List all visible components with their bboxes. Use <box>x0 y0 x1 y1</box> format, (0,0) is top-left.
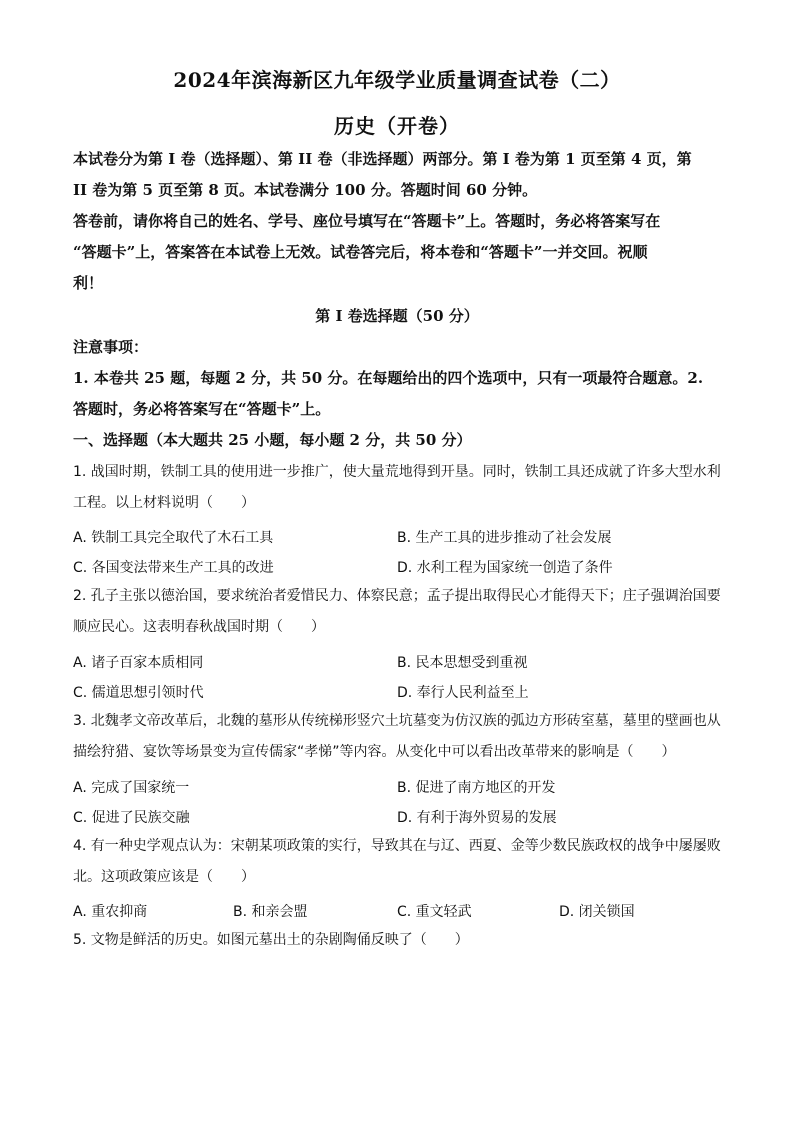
question-4-option-a[interactable]: A. 重农抑商 <box>73 904 148 920</box>
question-1-stem: 1. 战国时期，铁制工具的使用进一步推广，使大量荒地得到开垦。同时，铁制工具还成就了许多大型水利 <box>73 464 721 480</box>
exam-title: 2024年滨海新区九年级学业质量调查试卷（二） <box>173 68 621 92</box>
question-4-stem: 北。这项政策应该是（ ） <box>73 869 255 885</box>
intro-line: II 卷为第 5 页至第 8 页。本试卷满分 100 分。答题时间 60 分钟。 <box>73 181 538 199</box>
question-3-option-a[interactable]: A. 完成了国家统一 <box>73 780 190 796</box>
notes-line: 1. 本卷共 25 题，每题 2 分，共 50 分。在每题给出的四个选项中，只有一项最符合题意。2. <box>73 369 704 387</box>
question-1-option-c[interactable]: C. 各国变法带来生产工具的改进 <box>73 560 274 576</box>
notes-line: 答题时，务必将答案写在“答题卡”上。 <box>73 400 331 418</box>
question-5-stem: 5. 文物是鲜活的历史。如图元墓出土的杂剧陶俑反映了（ ） <box>73 932 469 948</box>
question-2-option-b[interactable]: B. 民本思想受到重视 <box>397 655 528 671</box>
section-title: 一、选择题（本大题共 25 小题，每小题 2 分，共 50 分） <box>73 431 472 449</box>
question-2-stem: 顺应民心。这表明春秋战国时期（ ） <box>73 619 325 635</box>
question-3-option-d[interactable]: D. 有利于海外贸易的发展 <box>397 810 557 826</box>
intro-line: 利！ <box>73 274 104 292</box>
question-2-stem: 2. 孔子主张以德治国，要求统治者爱惜民力、体察民意；孟子提出取得民心才能得天下；庄子强调治国要 <box>73 588 721 604</box>
part1-heading: 第 I 卷选择题（50 分） <box>315 307 479 325</box>
intro-line: “答题卡”上，答案答在本试卷上无效。试卷答完后，将本卷和“答题卡”一并交回。祝顺 <box>73 243 648 261</box>
question-3-stem: 3. 北魏孝文帝改革后，北魏的墓形从传统梯形竖穴土坑墓变为仿汉族的弧边方形砖室墓，墓里的壁画也从 <box>73 713 721 729</box>
question-4-option-d[interactable]: D. 闭关锁国 <box>559 904 635 920</box>
question-1-stem: 工程。以上材料说明（ ） <box>73 495 255 511</box>
question-1-option-b[interactable]: B. 生产工具的进步推动了社会发展 <box>397 530 612 546</box>
question-4-stem: 4. 有一种史学观点认为：宋朝某项政策的实行，导致其在与辽、西夏、金等少数民族政权的战争中屡屡败 <box>73 838 721 854</box>
question-2-option-c[interactable]: C. 儒道思想引领时代 <box>73 685 204 701</box>
question-2-option-d[interactable]: D. 奉行人民利益至上 <box>397 685 529 701</box>
question-1-option-a[interactable]: A. 铁制工具完全取代了木石工具 <box>73 530 274 546</box>
intro-line: 本试卷分为第 I 卷（选择题）、第 II 卷（非选择题）两部分。第 I 卷为第 1 页至第 4 页，第 <box>73 150 692 168</box>
question-3-option-c[interactable]: C. 促进了民族交融 <box>73 810 190 826</box>
exam-subtitle: 历史（开卷） <box>334 114 460 138</box>
question-3-stem: 描绘狩猎、宴饮等场景变为宣传儒家“孝悌”等内容。从变化中可以看出改革带来的影响是（ ） <box>73 744 676 760</box>
question-2-option-a[interactable]: A. 诸子百家本质相同 <box>73 655 204 671</box>
question-4-option-b[interactable]: B. 和亲会盟 <box>233 904 308 920</box>
question-1-option-d[interactable]: D. 水利工程为国家统一创造了条件 <box>397 560 613 576</box>
notes-title: 注意事项： <box>73 338 149 356</box>
question-4-option-c[interactable]: C. 重文轻武 <box>397 904 472 920</box>
question-3-option-b[interactable]: B. 促进了南方地区的开发 <box>397 780 556 796</box>
intro-line: 答卷前，请你将自己的姓名、学号、座位号填写在“答题卡”上。答题时，务必将答案写在 <box>73 212 661 230</box>
